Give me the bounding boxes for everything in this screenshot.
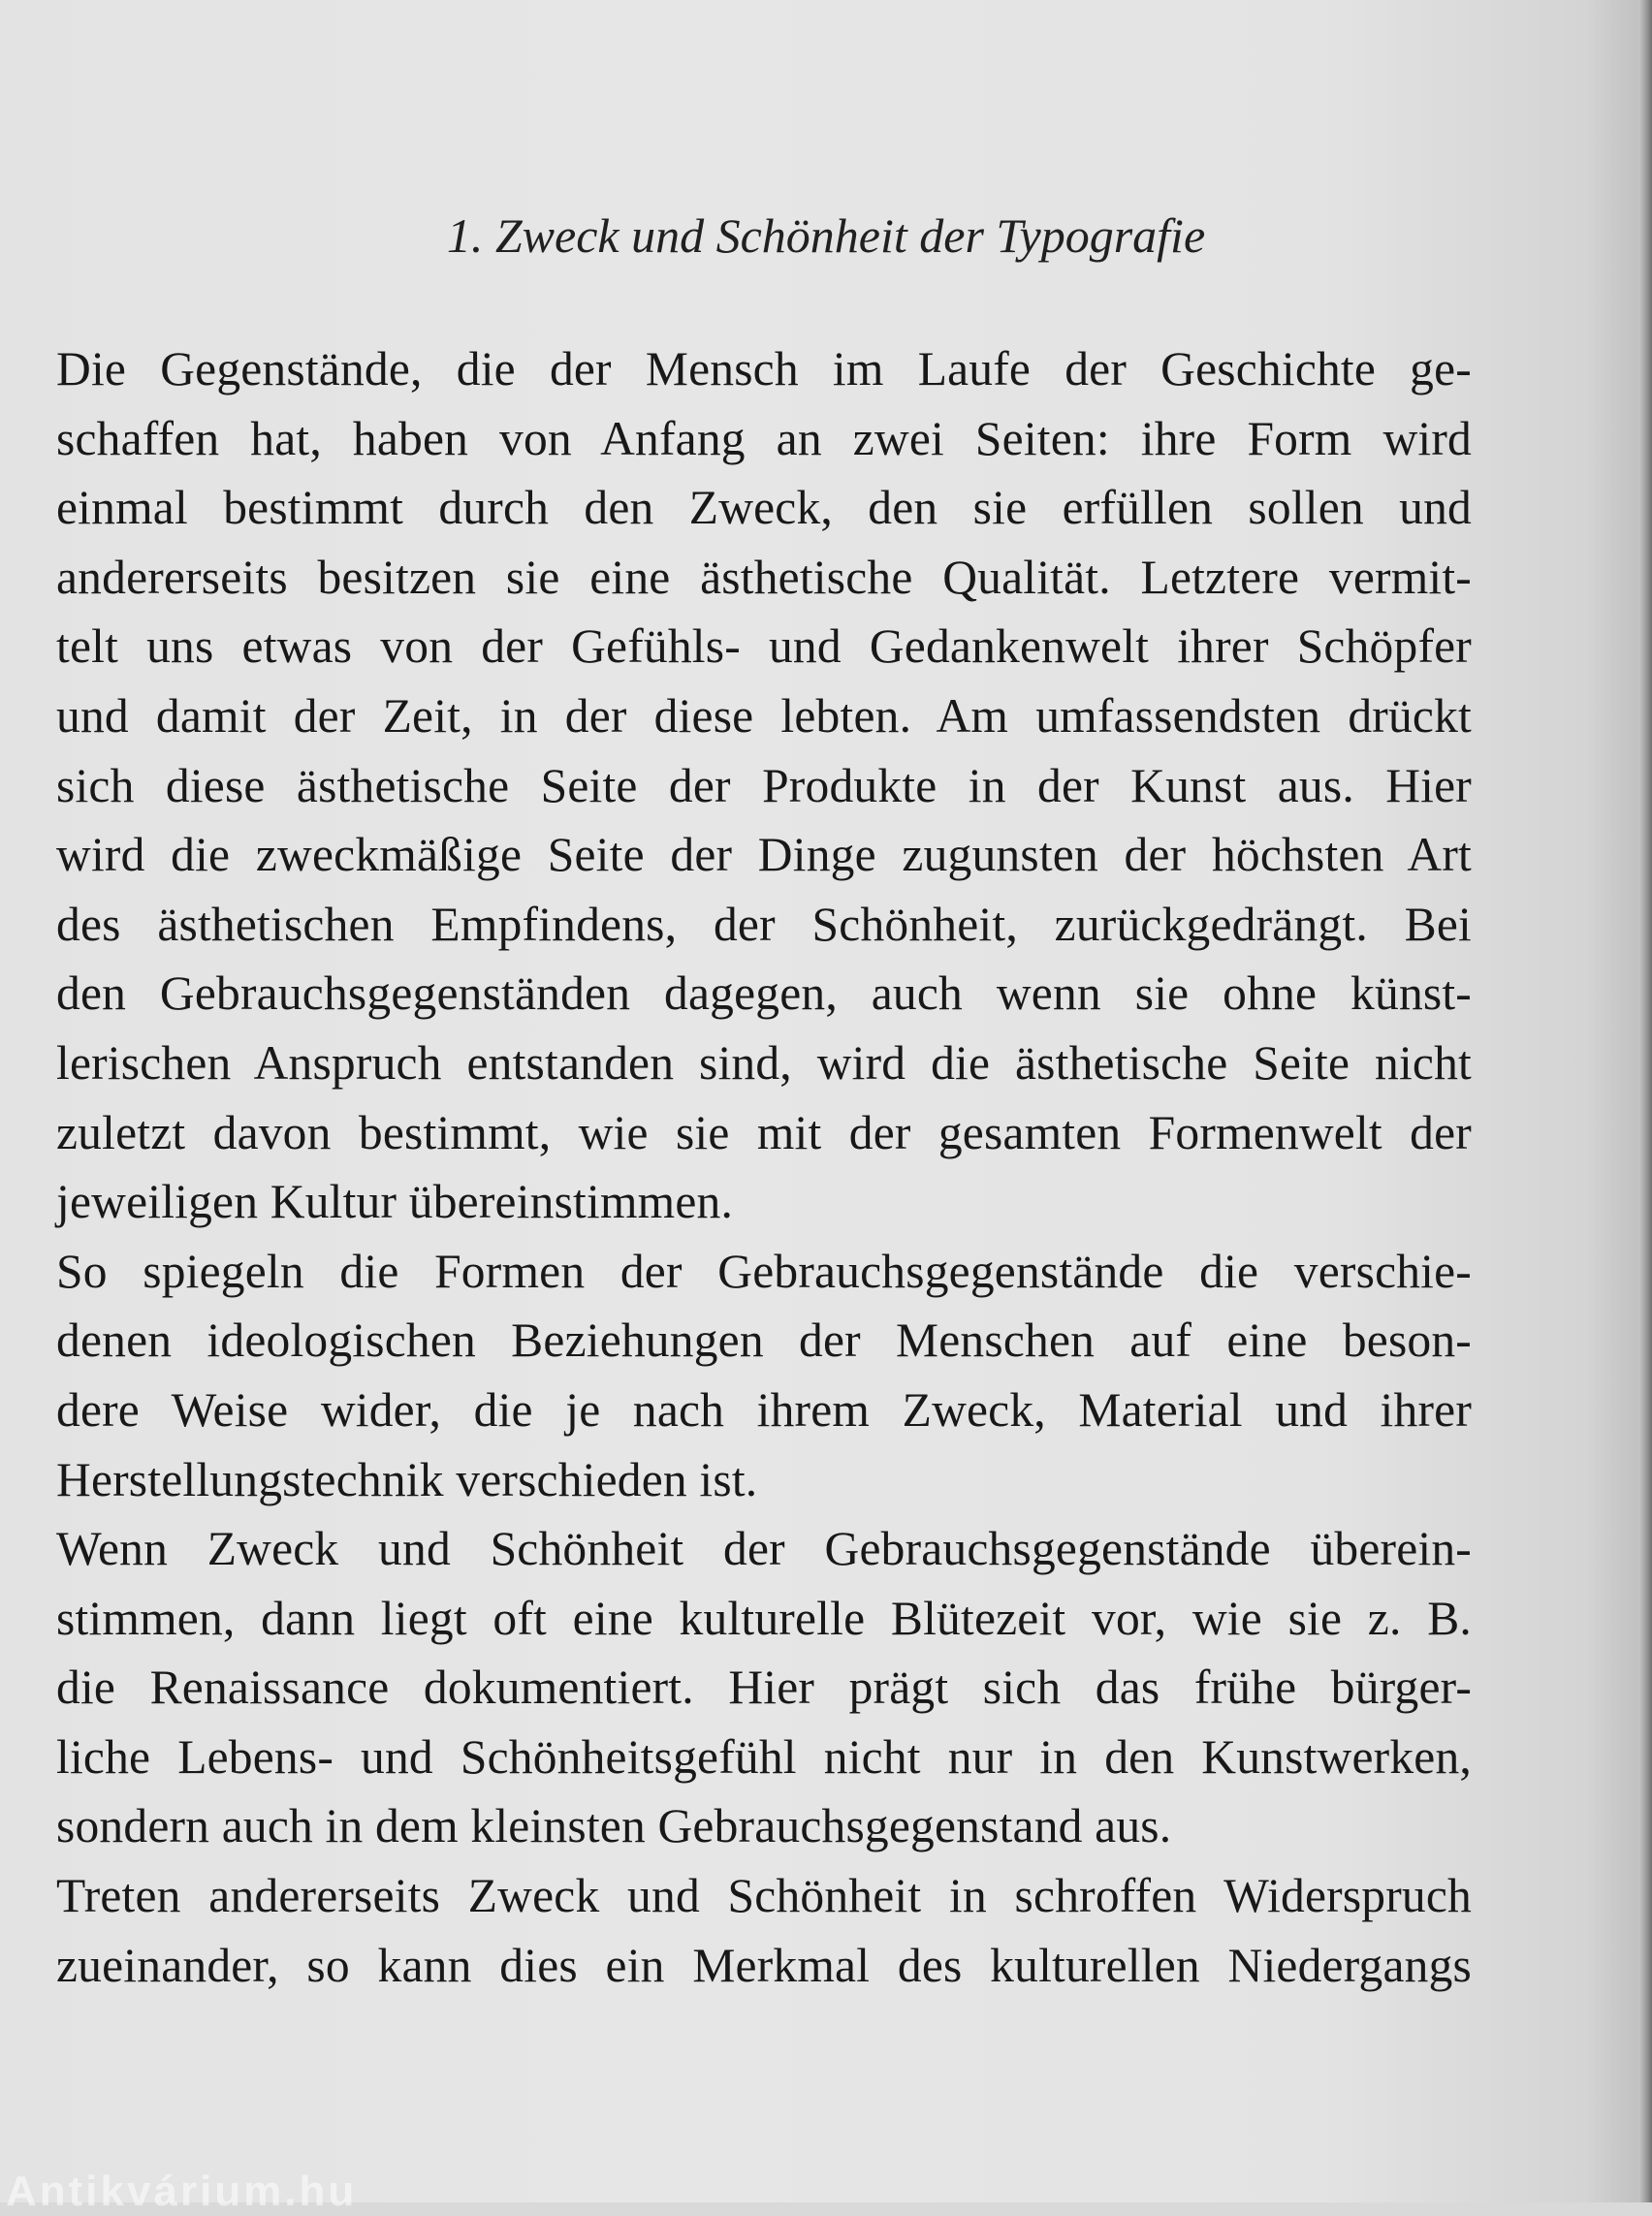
text-line: Treten andererseits Zweck und Schönheit in schroffen Widerspruch (56, 1869, 1472, 1923)
text-line: telt uns etwas von der Gefühls- und Gedankenwelt ihrer Schöpfer (56, 619, 1472, 674)
text-line: jeweiligen Kultur übereinstimmen. (56, 1175, 734, 1229)
watermark: Antikvárium.hu (6, 2168, 358, 2215)
paragraph-2 (56, 1237, 1472, 1514)
text-line: denen ideologischen Beziehungen der Menschen auf eine beson- (56, 1314, 1472, 1368)
text-line: des ästhetischen Empfindens, der Schönheit, zurückgedrängt. Bei (56, 897, 1472, 951)
text-line: So spiegeln die Formen der Gebrauchsgegenstände die verschie- (56, 1244, 1472, 1298)
chapter-title: 1. Zweck und Schönheit der Typografie (446, 208, 1206, 263)
body-text (56, 334, 1472, 2000)
text-line: Wenn Zweck und Schönheit der Gebrauchsgegenstände überein- (56, 1522, 1472, 1576)
text-line: schaffen hat, haben von Anfang an zwei Seiten: ihre Form wird (56, 411, 1472, 465)
text-line: wird die zweckmäßige Seite der Dinge zugunsten der höchsten Art (56, 828, 1472, 882)
paragraph-1 (56, 334, 1472, 1237)
text-line: lerischen Anspruch entstanden sind, wird die ästhetische Seite nicht (56, 1035, 1472, 1090)
paragraph-4 (56, 1861, 1472, 2000)
text-line: und damit der Zeit, in der diese lebten. Am umfassendsten drückt (56, 688, 1472, 743)
text-line: Herstellungstechnik verschieden ist. (56, 1452, 758, 1506)
text-line: stimmen, dann liegt oft eine kulturelle Blütezeit vor, wie sie z. B. (56, 1591, 1472, 1645)
text-line: Die Gegenstände, die der Mensch im Laufe der Geschichte ge- (56, 342, 1472, 396)
text-line: einmal bestimmt durch den Zweck, den sie erfüllen sollen und (56, 481, 1472, 535)
text-line: die Renaissance dokumentiert. Hier prägt sich das frühe bürger- (56, 1661, 1472, 1715)
text-line: zuletzt davon bestimmt, wie sie mit der gesamten Formenwelt der (56, 1105, 1472, 1159)
text-line: dere Weise wider, die je nach ihrem Zweck, Material und ihrer (56, 1382, 1472, 1437)
text-line: zueinander, so kann dies ein Merkmal des kulturellen Niedergangs (56, 1938, 1472, 1992)
page-edge (1638, 0, 1652, 2202)
text-line: liche Lebens- und Schönheitsgefühl nicht nur in den Kunstwerken, (56, 1729, 1472, 1784)
text-line: sondern auch in dem kleinsten Gebrauchsgegenstand aus. (56, 1799, 1172, 1853)
text-line: sich diese ästhetische Seite der Produkte in der Kunst aus. Hier (56, 758, 1472, 812)
text-line: andererseits besitzen sie eine ästhetische Qualität. Letztere vermit- (56, 550, 1472, 604)
paragraph-3 (56, 1514, 1472, 1861)
text-line: den Gebrauchsgegenständen dagegen, auch wenn sie ohne künst- (56, 966, 1472, 1021)
